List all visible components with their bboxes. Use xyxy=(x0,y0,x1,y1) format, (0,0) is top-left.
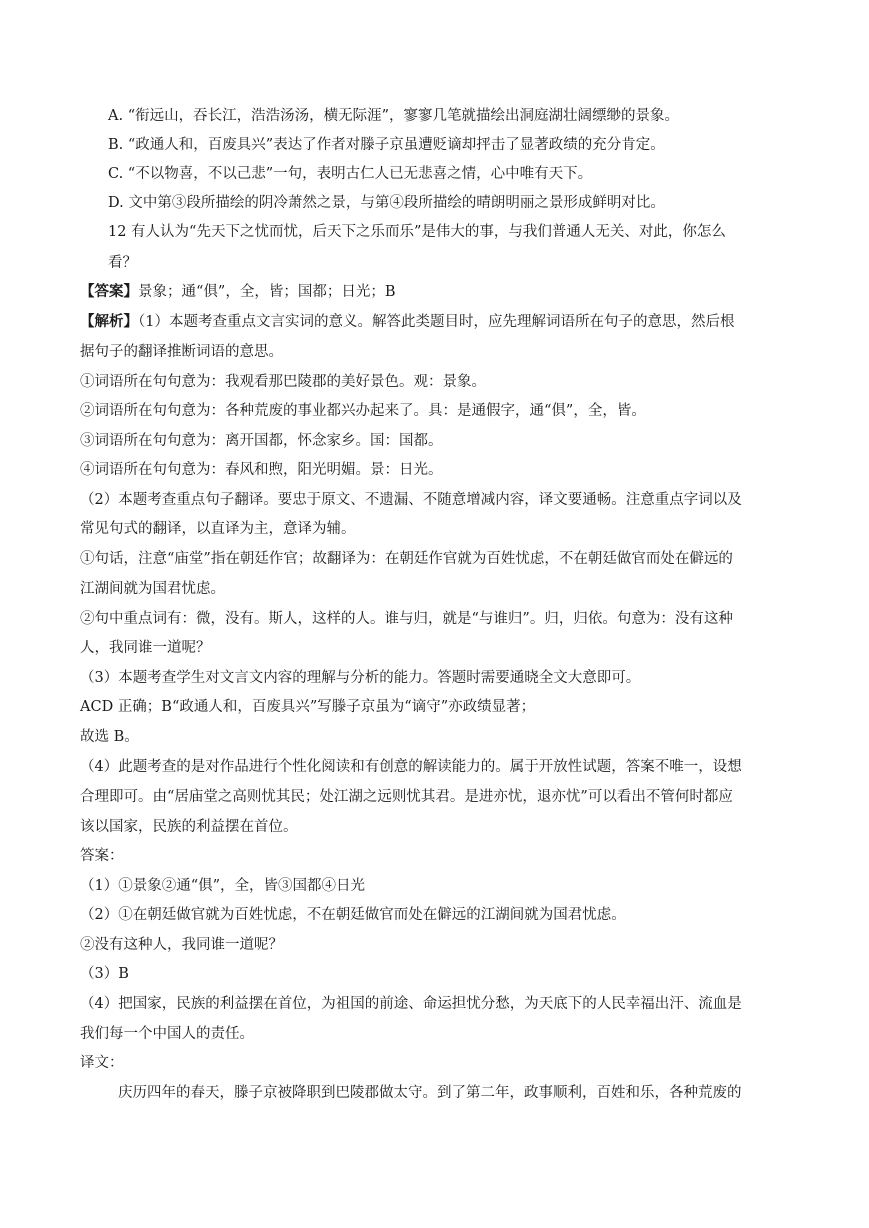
analysis-line: （4）把国家，民族的利益摆在首位，为祖国的前途、命运担忧分愁，为天底下的人民幸福出汗、流血是 xyxy=(80,996,742,1012)
analysis-line: ②没有这种人，我同谁一道呢？ xyxy=(80,937,283,953)
analysis-line: 答案： xyxy=(80,848,124,864)
analysis-line: 常见句式的翻译，以直译为主，意译为辅。 xyxy=(80,521,356,537)
analysis-line: （1）①景象②通“俱”，全，皆③国都④日光 xyxy=(80,878,366,894)
analysis-line: 江湖间就为国君忧虑。 xyxy=(80,581,225,597)
question-12-line-2: 看？ xyxy=(108,255,137,271)
analysis-line: ②句中重点词有：微，没有。斯人，这样的人。谁与归，就是“与谁归”。归，归依。句意为：没有这种 xyxy=(80,611,733,627)
analysis-line: 我们每一个中国人的责任。 xyxy=(80,1026,254,1042)
analysis-line: ②词语所在句句意为：各种荒废的事业都兴办起来了。具：是通假字，通“俱”，全，皆。 xyxy=(80,403,646,419)
translation-line: 庆历四年的春天，滕子京被降职到巴陵郡做太守。到了第二年，政事顺利，百姓和乐，各种荒废的 xyxy=(118,1085,742,1101)
analysis-line: ①词语所在句句意为：我观看那巴陵郡的美好景色。观：景象。 xyxy=(80,374,486,390)
option-d: D. 文中第③段所描绘的阴冷萧然之景，与第④段所描绘的晴朗明丽之景形成鲜明对比。 xyxy=(108,195,665,211)
analysis-line: 人，我同谁一道呢？ xyxy=(80,640,211,656)
analysis-line: ③词语所在句句意为：离开国都，怀念家乡。国：国都。 xyxy=(80,433,443,449)
option-c: C. “不以物喜，不以己悲”一句，表明古仁人已无悲喜之情，心中唯有天下。 xyxy=(108,166,593,182)
analysis-line: 据句子的翻译推断词语的意思。 xyxy=(80,344,283,360)
analysis-line: （3）本题考查学生对文言文内容的理解与分析的能力。答题时需要通晓全文大意即可。 xyxy=(80,670,641,686)
analysis-line-1 xyxy=(80,312,734,332)
analysis-intro: （1）本题考查重点文言实词的意义。解答此类题目时，应先理解词语所在句子的意思，然后根 xyxy=(138,314,735,330)
analysis-line: （4）此题考查的是对作品进行个性化阅读和有创意的解读能力的。属于开放性试题，答案不唯一，设想 xyxy=(80,759,742,775)
analysis-line: ④词语所在句句意为：春风和煦，阳光明媚。景：日光。 xyxy=(80,462,443,478)
option-a: A. “衔远山，吞长江，浩浩汤汤，横无际涯”，寥寥几笔就描绘出洞庭湖壮阔缥缈的景象。 xyxy=(108,108,680,124)
analysis-line: （2）本题考查重点句子翻译。要忠于原文、不遗漏、不随意增减内容，译文要通畅。注意重点字词以及 xyxy=(80,492,742,508)
answer-text: 景象；通“俱”，全，皆；国都；日光；B xyxy=(138,284,396,300)
question-12-line-1: 12 有人认为“先天下之忧而忧，后天下之乐而乐”是伟大的事，与我们普通人无关、对此，你怎么 xyxy=(108,224,726,240)
analysis-line: 该以国家，民族的利益摆在首位。 xyxy=(80,819,298,835)
analysis-line: 故选 B。 xyxy=(80,729,139,745)
answer-line xyxy=(80,282,395,302)
analysis-line: ①句话，注意“庙堂”指在朝廷作官；故翻译为：在朝廷作官就为百姓忧虑，不在朝廷做官而处在僻远的 xyxy=(80,551,733,567)
analysis-line: 译文： xyxy=(80,1055,124,1071)
analysis-label: 【解析】 xyxy=(80,313,138,330)
analysis-line: ACD 正确；B“政通人和，百废具兴”写滕子京虽为“谪守”亦政绩显著； xyxy=(80,699,536,715)
answer-label: 【答案】 xyxy=(80,283,138,300)
option-b: B. “政通人和，百废具兴”表达了作者对滕子京虽遭贬谪却抨击了显著政绩的充分肯定。 xyxy=(108,137,665,153)
analysis-line: 合理即可。由“居庙堂之高则忧其民；处江湖之远则忧其君。是进亦忧，退亦忧”可以看出不管何时都应 xyxy=(80,789,733,805)
analysis-line: （2）①在朝廷做官就为百姓忧虑，不在朝廷做官而处在僻远的江湖间就为国君忧虑。 xyxy=(80,907,626,923)
analysis-line: （3）B xyxy=(80,966,129,982)
